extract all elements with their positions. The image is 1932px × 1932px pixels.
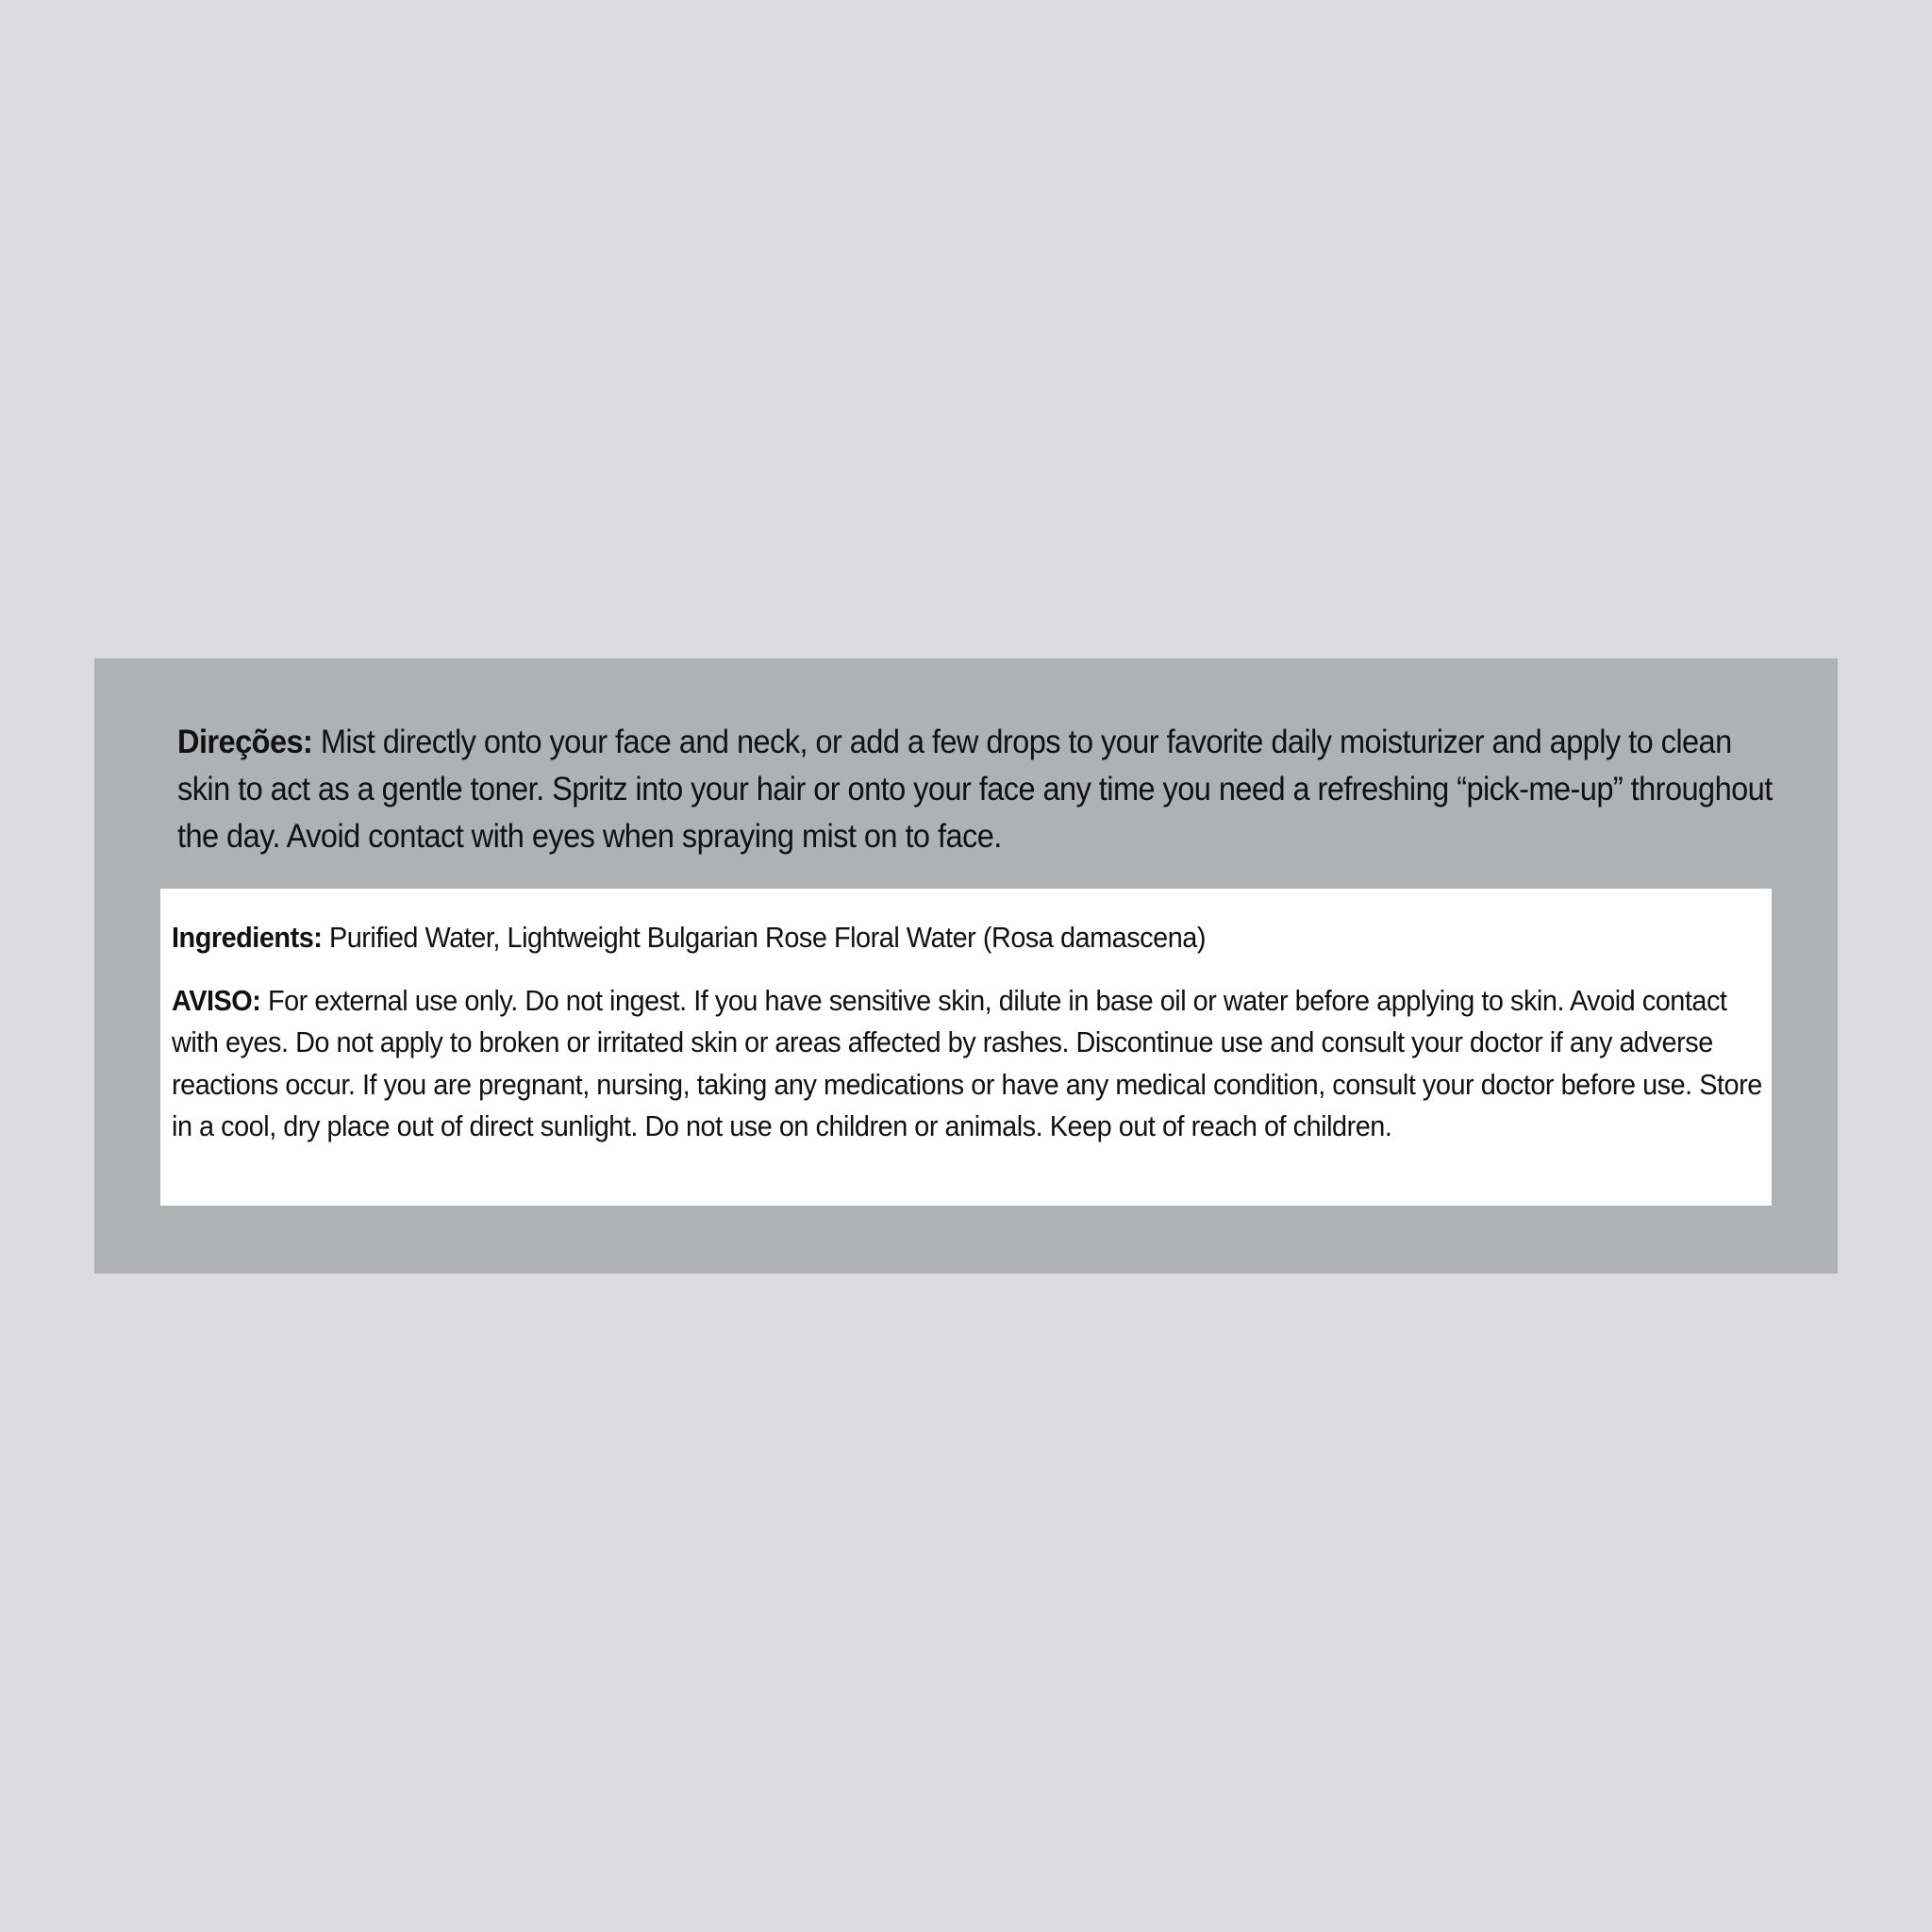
product-label-panel — [94, 658, 1838, 1274]
directions-text: Mist directly onto your face and neck, or add a few drops to your favorite daily moisturizer and apply to clean skin to act as a gentle toner. Spritz into your hair or onto your face any time you need a refreshing “pick-me-up” throughout the day. Avoid contact with eyes when spraying mist on to face. — [177, 724, 1773, 855]
ingredients-warning-box — [160, 889, 1772, 1206]
warning-text: For external use only. Do not ingest. If you have sensitive skin, dilute in base oil or water before applying to skin. Avoid contact with eyes. Do not apply to broken or irritated skin or areas affected by rashes. Discontinue use and consult your doctor if any adverse reactions occur. If you are pregnant, nursing, taking any medications or have any medical condition, consult your doctor before use. Store in a cool, dry place out of direct sunlight. Do not use on children or animals. Keep out of reach of children. — [172, 983, 1762, 1142]
directions-paragraph — [177, 719, 1783, 860]
ingredients-heading: Ingredients: — [172, 921, 323, 954]
warning-heading: AVISO: — [172, 983, 261, 1017]
ingredients-paragraph — [172, 917, 1777, 959]
ingredients-text: Purified Water, Lightweight Bulgarian Rose Floral Water (Rosa damascena) — [322, 921, 1206, 954]
warning-paragraph — [172, 980, 1777, 1148]
directions-heading: Direções: — [177, 724, 313, 760]
